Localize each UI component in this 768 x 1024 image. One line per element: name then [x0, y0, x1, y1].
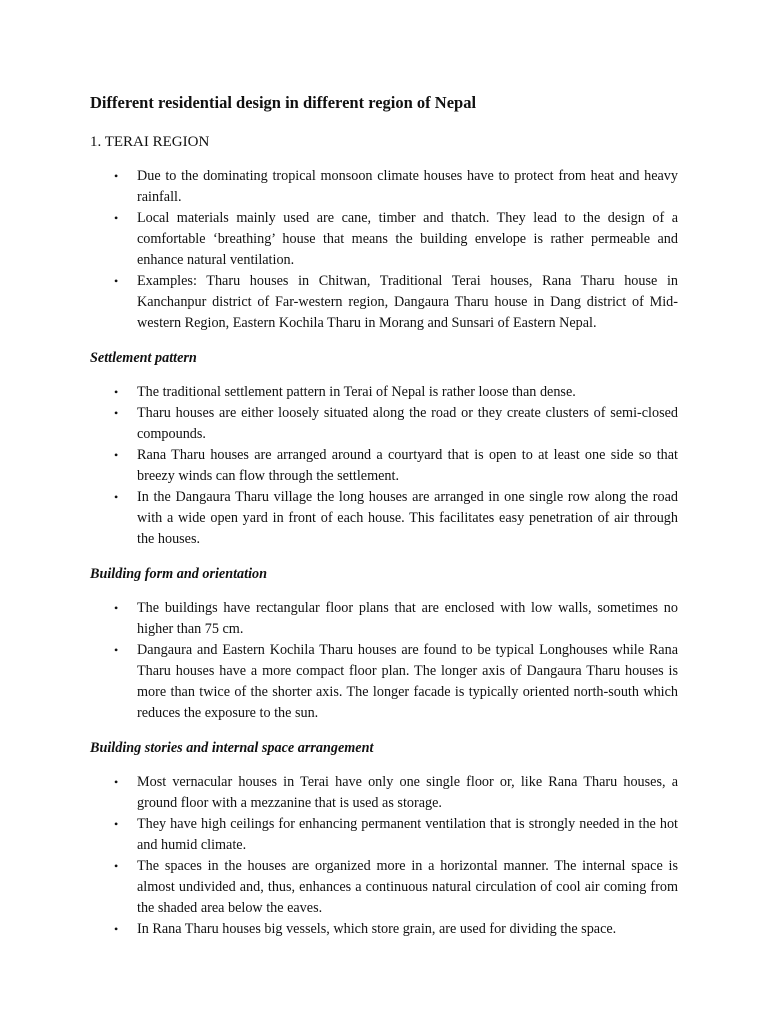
building-form-list [90, 598, 678, 724]
list-item-text: Most vernacular houses in Terai have only one single floor or, like Rana Tharu houses, a ground floor with a mezzanine that is used as storage. [137, 774, 678, 811]
bullet-icon: • [114, 406, 119, 420]
list-item-text: Dangaura and Eastern Kochila Tharu houses are found to be typical Longhouses while Rana Tharu houses have a more compact floor plan. The longer axis of Dangaura Tharu houses is more than twice of the shorter axis. The longer facade is typically oriented north-south which reduces the exposure to the sun. [137, 642, 678, 721]
list-item [90, 856, 678, 919]
bullet-icon: • [114, 601, 119, 615]
section-heading-terai: 1. TERAI REGION [90, 134, 210, 150]
bullet-icon: • [114, 922, 119, 936]
bullet-icon: • [114, 859, 119, 873]
bullet-icon: • [114, 643, 119, 657]
list-item [90, 640, 678, 724]
list-item-text: Due to the dominating tropical monsoon climate houses have to protect from heat and heavy rainfall. [137, 168, 678, 205]
list-item [90, 445, 678, 487]
bullet-icon: • [114, 448, 119, 462]
list-item [90, 814, 678, 856]
list-item-text: Examples: Tharu houses in Chitwan, Traditional Terai houses, Rana Tharu house in Kanchanpur district of Far-western region, Dangaura Tharu house in Dang district of Mid-western Region, Eastern Kochila Tharu in Morang and Sunsari of Eastern Nepal. [137, 273, 678, 331]
list-item [90, 166, 678, 208]
bullet-icon: • [114, 169, 119, 183]
settlement-pattern-heading: Settlement pattern [90, 350, 197, 366]
building-stories-heading: Building stories and internal space arrangement [90, 740, 374, 756]
document-title: Different residential design in different region of Nepal [90, 93, 477, 112]
bullet-icon: • [114, 775, 119, 789]
building-form-heading: Building form and orientation [90, 566, 267, 582]
list-item-text: Rana Tharu houses are arranged around a courtyard that is open to at least one side so that breezy winds can flow through the settlement. [137, 447, 678, 484]
bullet-icon: • [114, 274, 119, 288]
list-item-text: Tharu houses are either loosely situated along the road or they create clusters of semi-closed compounds. [137, 405, 678, 442]
list-item [90, 403, 678, 445]
list-item [90, 271, 678, 334]
list-item [90, 598, 678, 640]
building-stories-list [90, 772, 678, 940]
bullet-icon: • [114, 211, 119, 225]
settlement-pattern-list [90, 382, 678, 550]
bullet-icon: • [114, 385, 119, 399]
list-item-text: The traditional settlement pattern in Terai of Nepal is rather loose than dense. [137, 384, 576, 400]
list-item [90, 208, 678, 271]
list-item-text: They have high ceilings for enhancing permanent ventilation that is strongly needed in the hot and humid climate. [137, 816, 678, 853]
terai-intro-list [90, 166, 678, 334]
list-item [90, 487, 678, 550]
document-page [90, 92, 678, 954]
list-item-text: In Rana Tharu houses big vessels, which store grain, are used for dividing the space. [137, 921, 617, 937]
list-item-text: In the Dangaura Tharu village the long houses are arranged in one single row along the road with a wide open yard in front of each house. This facilitates easy penetration of air through the houses. [137, 489, 678, 547]
bullet-icon: • [114, 490, 119, 504]
list-item [90, 772, 678, 814]
list-item [90, 382, 678, 403]
list-item-text: The buildings have rectangular floor plans that are enclosed with low walls, sometimes no higher than 75 cm. [137, 600, 678, 637]
list-item [90, 919, 678, 940]
list-item-text: The spaces in the houses are organized more in a horizontal manner. The internal space is almost undivided and, thus, enhances a continuous natural circulation of cool air coming from the shaded area below the eaves. [137, 858, 678, 916]
bullet-icon: • [114, 817, 119, 831]
list-item-text: Local materials mainly used are cane, timber and thatch. They lead to the design of a comfortable ‘breathing’ house that means the building envelope is rather permeable and enhance natural ventilation. [137, 210, 678, 268]
